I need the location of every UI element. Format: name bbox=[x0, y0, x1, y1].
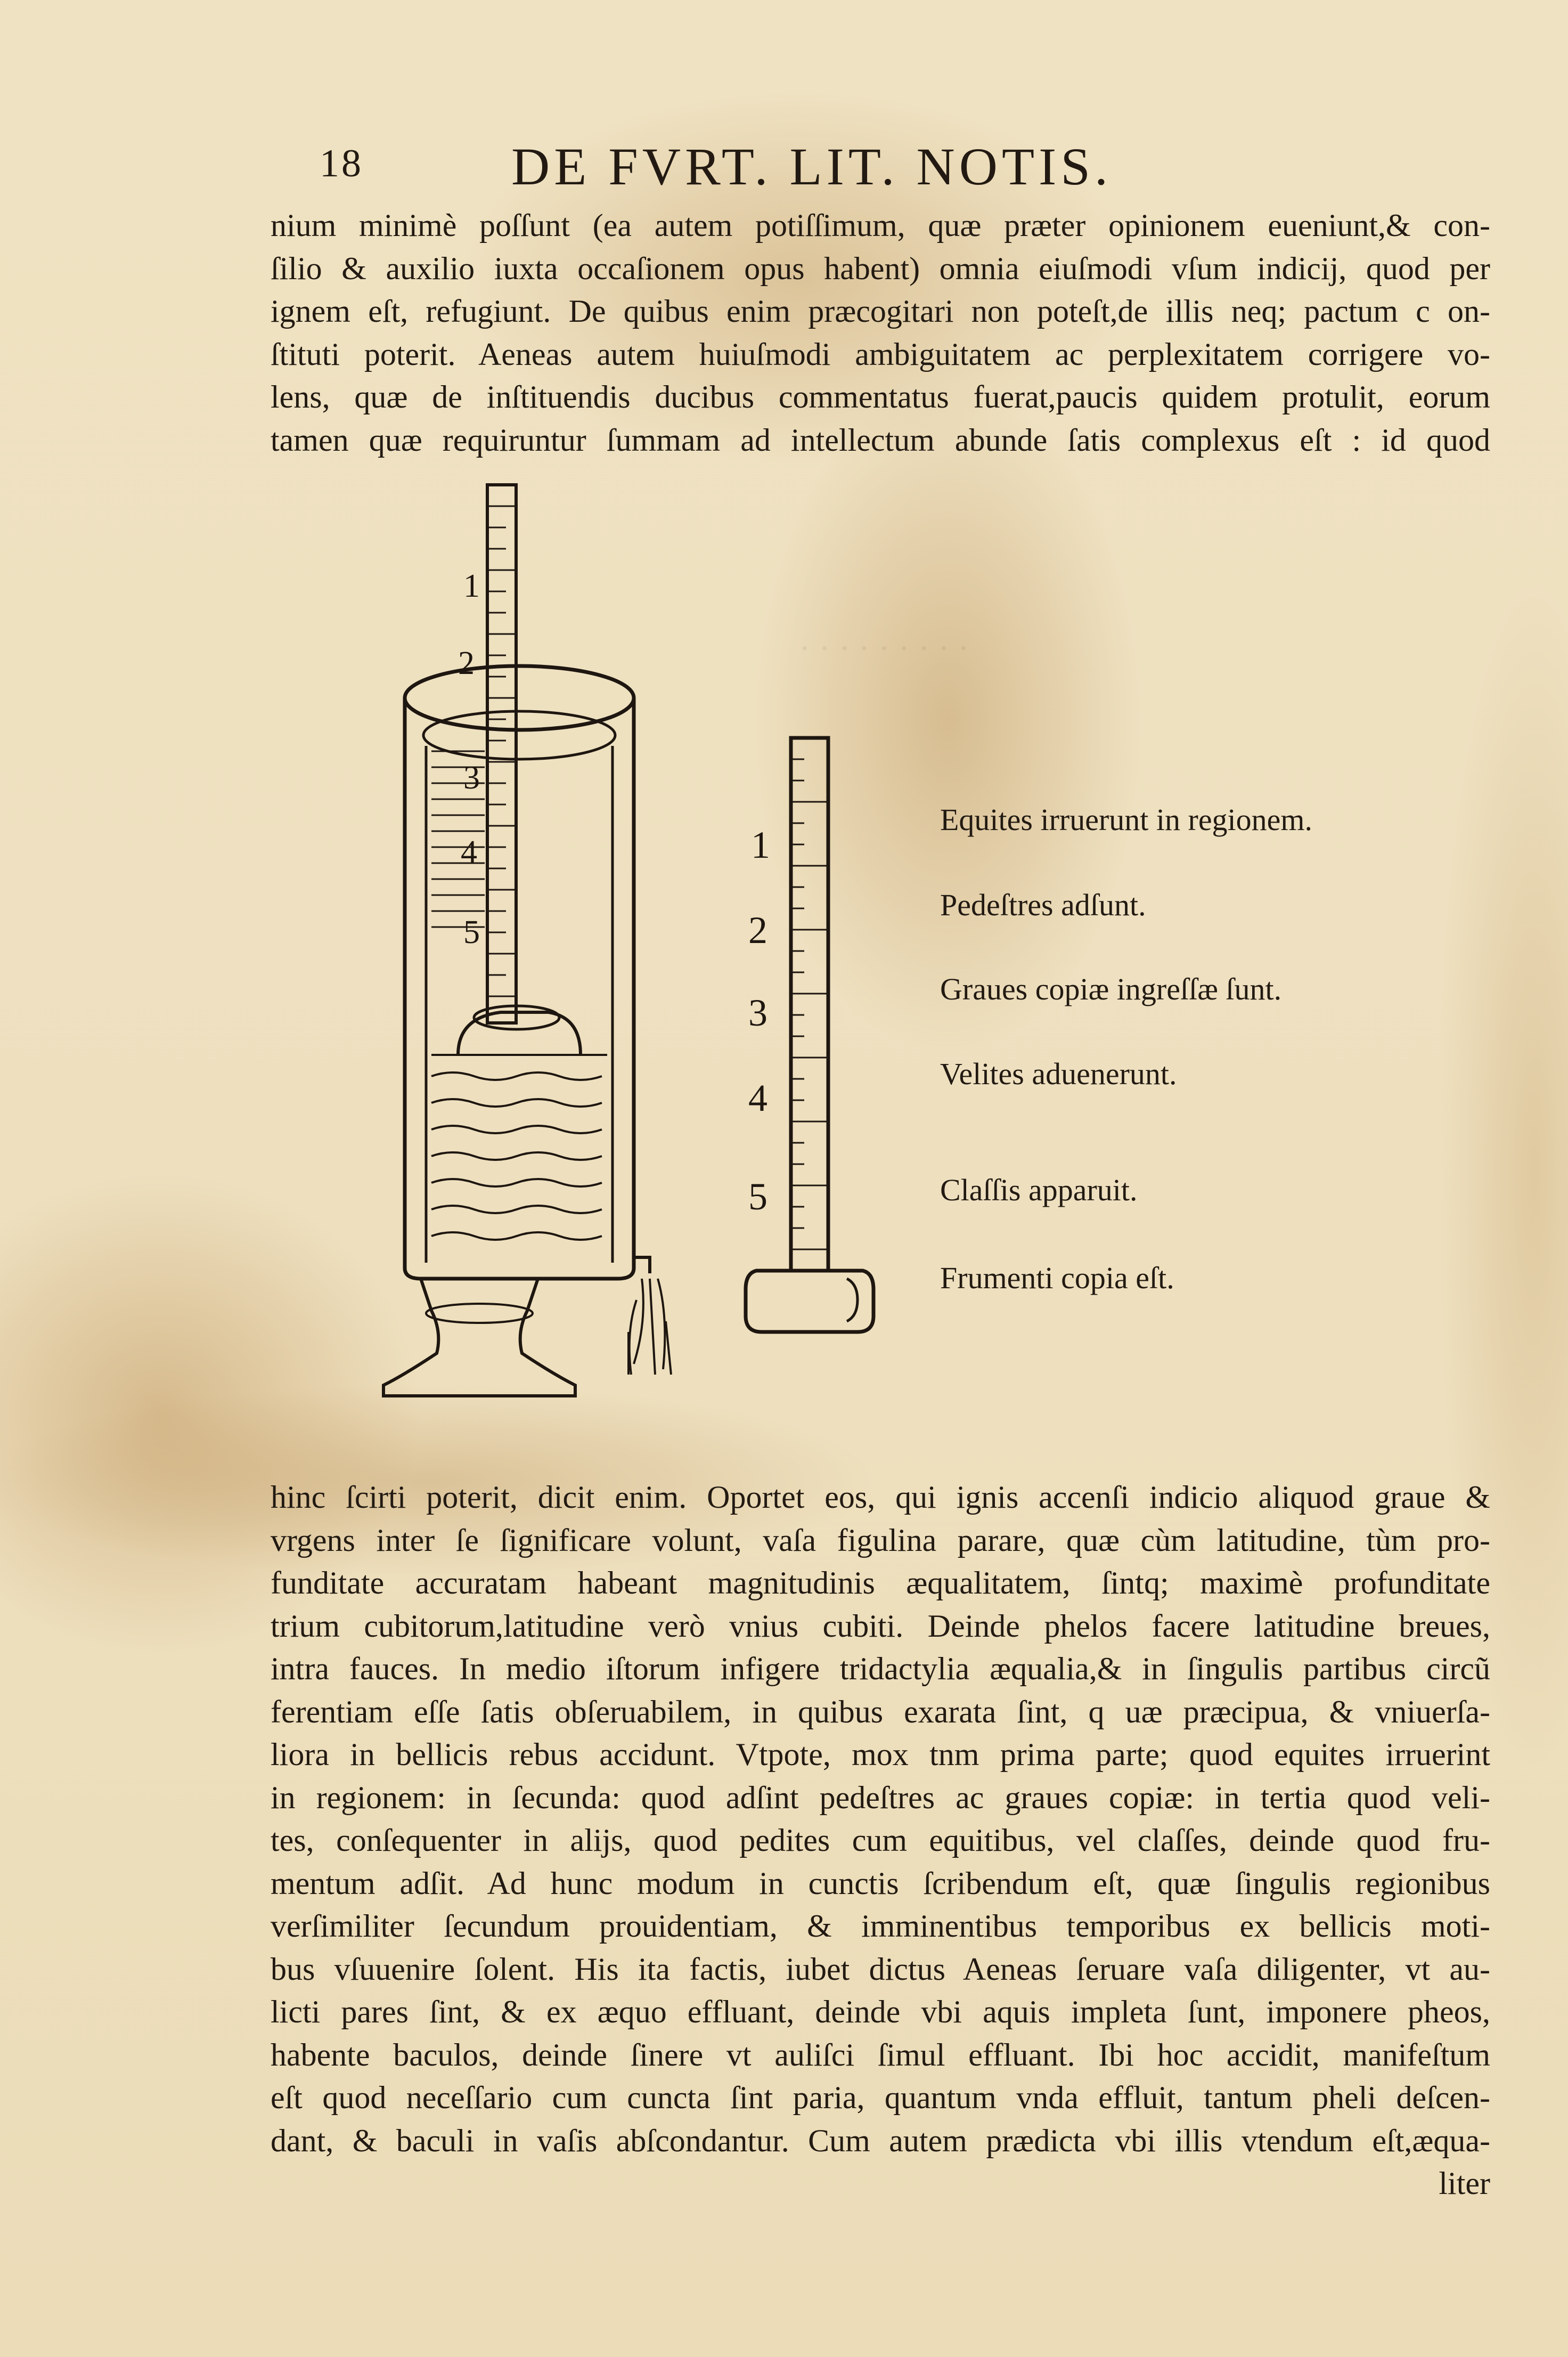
text-line: intra fauces. In medio iſtorum infigere tridactylia æqualia,& in ſingulis partibus circũ bbox=[271, 1651, 1490, 1686]
legend-item: Claſſis apparuit. bbox=[940, 1173, 1138, 1207]
text-line: hinc ſcirti poterit, dicit enim. Oportet eos, qui ignis accenſi indicio aliquod graue & bbox=[271, 1480, 1490, 1515]
text-line: vrgens inter ſe ſignificare volunt, vaſa figulina parare, quæ cùm latitudine, tùm pro- bbox=[271, 1522, 1490, 1558]
text-line: funditate accuratam habeant magnitudinis æqualitatem, ſintq; maximè profunditate bbox=[271, 1565, 1490, 1600]
text-line: trium cubitorum,latitudine verò vnius cubiti. Deinde phelos facere latitudine breues, bbox=[271, 1608, 1490, 1644]
large-vessel bbox=[383, 485, 671, 1396]
gauge-numeral-1: 1 bbox=[751, 824, 770, 866]
gauge-numeral-3: 3 bbox=[748, 991, 767, 1034]
text-line: mentum adſit. Ad hunc modum in cunctis ſcribendum eſt, quæ ſingulis regionibus bbox=[271, 1865, 1490, 1901]
text-line: dant, & baculi in vaſis abſcondantur. Cum autem prædicta vbi illis vtendum eſt,æqua- bbox=[271, 2123, 1490, 2158]
vessel-numeral-5: 5 bbox=[463, 914, 480, 950]
text-line: habente baculos, deinde ſinere vt auliſci ſimul effluant. Ibi hoc accidit, manifeſtum bbox=[271, 2037, 1490, 2072]
bottom-paragraph bbox=[271, 1476, 1490, 2205]
text-line: tamen quæ requiruntur ſummam ad intellectum abunde ſatis complexus eſt : id quod bbox=[271, 422, 1490, 458]
text-line: bus vſuuenire ſolent. His ita factis, iubet dictus Aeneas ſeruare vaſa diligenter, vt au- bbox=[271, 1951, 1490, 1987]
gauge-numeral-2: 2 bbox=[748, 909, 767, 952]
vessel-numeral-1: 1 bbox=[463, 568, 480, 604]
text-line: eſt quod neceſſario cum cuncta ſint paria, quantum vnda effluit, tantum pheli deſcen- bbox=[271, 2080, 1490, 2115]
vessel-numeral-2: 2 bbox=[458, 645, 475, 681]
legend-item: Equites irruerunt in regionem. bbox=[940, 802, 1313, 837]
legend-item: Pedeſtres adſunt. bbox=[940, 888, 1146, 922]
text-line: tes, conſequenter in alijs, quod pedites cum equitibus, vel claſſes, deinde quod fru- bbox=[271, 1823, 1490, 1858]
large-vessel-numerals bbox=[458, 568, 480, 950]
text-line: ignem eſt, refugiunt. De quibus enim præcogitari non poteſt,de illis neq; pactum c on- bbox=[271, 294, 1490, 329]
text-line: liora in bellicis rebus accidunt. Vtpote, mox tnm prima parte; quod equites irruerint bbox=[271, 1737, 1490, 1772]
woodcut-illustration bbox=[373, 469, 905, 1438]
text-line: ferentiam eſſe ſatis obſeruabilem, in quibus exarata ſint, q uæ præcipua, & vniuerſa- bbox=[271, 1694, 1490, 1729]
text-line: verſimiliter ſecundum prouidentiam, & imminentibus temporibus ex bellicis moti- bbox=[271, 1908, 1490, 1944]
hydraulic-telegraph-woodcut bbox=[373, 469, 905, 1438]
catchword: liter bbox=[1439, 2166, 1490, 2201]
text-line: in regionem: in ſecunda: quod adſint pedeſtres ac graues copiæ: in tertia quod veli- bbox=[271, 1779, 1490, 1815]
text-line: lens, quæ de inſtituendis ducibus commentatus fuerat,paucis quidem protulit, eorum bbox=[271, 379, 1490, 414]
page-number: 18 bbox=[320, 142, 363, 185]
text-line: nium minimè poſſunt (ea autem potiſſimum, quæ præter opinionem eueniunt,& con- bbox=[271, 208, 1490, 243]
legend-item: Frumenti copia eſt. bbox=[940, 1261, 1174, 1295]
legend-item: Graues copiæ ingreſſæ ſunt. bbox=[940, 972, 1282, 1006]
text-line: ſtituti poterit. Aeneas autem huiuſmodi ambiguitatem ac perplexitatem corrigere vo- bbox=[271, 336, 1490, 372]
legend-item: Velites aduenerunt. bbox=[940, 1056, 1177, 1091]
text-line: ſilio & auxilio iuxta occaſionem opus habent) omnia eiuſmodi vſum indicij, quod per bbox=[271, 250, 1490, 286]
text-line: licti pares ſint, & ex æquo effluant, deinde vbi aquis impleta ſunt, imponere pheos, bbox=[271, 1994, 1490, 2029]
page-header bbox=[320, 136, 1342, 194]
gauge-numeral-5: 5 bbox=[748, 1175, 767, 1218]
vessel-numeral-3: 3 bbox=[463, 760, 480, 796]
vessel-numeral-4: 4 bbox=[461, 834, 477, 871]
show-through-text: · · · · · · · · · bbox=[799, 629, 969, 667]
running-head: DE FVRT. LIT. NOTIS. bbox=[511, 137, 1112, 196]
small-gauge-numerals bbox=[748, 824, 770, 1218]
gauge-numeral-4: 4 bbox=[748, 1077, 767, 1119]
top-paragraph bbox=[271, 204, 1490, 461]
